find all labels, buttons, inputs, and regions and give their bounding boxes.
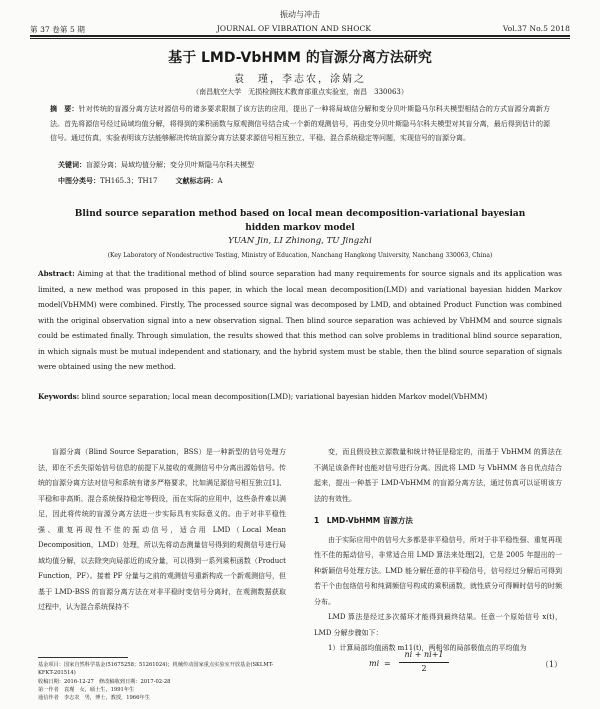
affiliation-cn: （南昌航空大学 无损检测技术教育部重点实验室，南昌 330063） bbox=[192, 88, 408, 96]
keywords-cn-label: 关键词： bbox=[58, 160, 86, 169]
intro-paragraph-cont: 变，而且假设独立源数量和统计特征是稳定的，而基于 VbHMM 的算法在不满足该条件时也能对信号进行分离。因此将 LMD 与 VbHMM 各自优点结合起来，提出一种基于 LMD-VbHMM 的盲源分离方法，通过仿真可以证明该方法的有效性。 bbox=[314, 448, 562, 503]
equation-lhs: mi bbox=[369, 659, 380, 668]
volume-cn: 第 37 卷第 5 期 bbox=[30, 25, 85, 34]
keywords-en-label: Keywords: bbox=[38, 392, 80, 401]
keywords-en-text: blind source separation; local mean decomposition(LMD); variational bayesian hidden Markov model(VbHMM) bbox=[81, 392, 488, 401]
section-paragraph-2: LMD 算法是经过多次循环才能得到最终结果。任意一个原始信号 x(t)，LMD 分解步骤如下： bbox=[314, 613, 562, 637]
footnote-fund: 基金项目：国家自然科学基金(51675258；51261024)；机械传动国家重点实验室开放基金(SKLMT-KFKT-201514) bbox=[38, 662, 274, 677]
doc-code-label: 文献标志码： bbox=[175, 177, 218, 185]
clc-value: TH165.3；TH17 bbox=[100, 177, 158, 185]
authors-cn: 袁 瑾，李志农，涂婧之 bbox=[234, 74, 366, 85]
title-en: Blind source separation method based on local mean decomposition-variational bayesian hidden markov model bbox=[74, 209, 526, 233]
running-header bbox=[30, 24, 570, 35]
header-rule-thin bbox=[30, 38, 570, 39]
journal-name-en: JOURNAL OF VIBRATION AND SHOCK bbox=[216, 24, 372, 33]
keywords-cn-text: 盲源分离；局域均值分解；变分贝叶斯隐马尔科夫模型 bbox=[86, 161, 254, 169]
keywords-en bbox=[38, 389, 562, 405]
section-paragraph-3: 1）计算局部均值函数 m11(t)，两相邻的局部极值点的平均值为 bbox=[328, 644, 527, 652]
volume-en: Vol.37 No.5 2018 bbox=[502, 24, 570, 33]
journal-name-cn: 振动与冲击 bbox=[280, 10, 320, 19]
equation-equals: = bbox=[384, 659, 391, 668]
footnote-first-author: 第一作者 袁瑾 女，硕士生，1991年生 bbox=[38, 686, 135, 693]
authors-en: YUAN Jin, LI Zhinong, TU Jingzhi bbox=[228, 236, 372, 246]
intro-paragraph: 盲源分离（Blind Source Separation，BSS）是一种新型的信号处理方法，即在不丢失原始信号信息的前提下从接收的观测信号中分离出源始信号。传统的盲源分离方法对信号和系统有诸多严格要求，比如满足源信号相互独立[1]、平稳和非高斯、混合系统保持稳定等假设，而在实际的应用中，这些条件难以满足，因此将传统的盲源分离方法进一步实际具有实际意义的。由于对非平稳性强、重复再现性不佳的振动信号，适合用 LMD（Local Mean Decomposition，LMD）处理，所以先将动态测量信号得到的观测信号进行局域均值分解，以去除突向局部近的成分量，可以得到一系列乘积函数（Product Function，PF）。接着 PF 分量与之前的观测信号重新构成一个新观测信号，但基于 LMD-BSS 的盲源分离方法在对非平稳时变信号分离时，在观测数据获取过程中，认为混合系统保持不 bbox=[38, 448, 286, 611]
abstract-cn bbox=[50, 102, 550, 146]
equation-numerator: ni + ni+1 bbox=[404, 650, 444, 659]
keywords-cn bbox=[58, 160, 558, 170]
classification-row bbox=[58, 176, 558, 186]
section-paragraph-1: 由于实际应用中的信号大多都是非平稳信号，所对于非平稳性强、重复再现性不佳的振动信号，非常适合用 LMD 算法来处理[2]，它是 2005 年提出的一种新颖信号处理方法。LMD 能分解任意的非平稳信号，信号经过分解后可得到若干个由包络信号和纯调频信号构成的乘积函数，就性质分可得瞬时信号的时频分布。 bbox=[314, 535, 562, 606]
equation-denominator: 2 bbox=[421, 664, 427, 673]
affiliation-en: (Key Laboratory of Nondestructive Testing, Ministry of Education, Nanchang Hangkong University, Nanchang 330063, China) bbox=[107, 252, 493, 259]
doc-code-value: A bbox=[217, 177, 223, 185]
footnote bbox=[38, 661, 286, 702]
fraction-bar bbox=[399, 662, 449, 663]
footnote-rule bbox=[38, 657, 128, 658]
body-column-left bbox=[38, 445, 286, 616]
header-rule-thick bbox=[30, 35, 570, 37]
title-cn: 基于 LMD-VbHMM 的盲源分离方法研究 bbox=[168, 50, 432, 66]
equation-1 bbox=[314, 650, 562, 680]
abstract-cn-label: 摘 要： bbox=[50, 105, 79, 113]
section-heading: 1 LMD-VbHMM 盲源方法 bbox=[314, 516, 413, 525]
abstract-cn-text: 针对传统的盲源分离方法对源信号的诸多要求限制了该方法的应用，提出了一种将局域信分解和变分贝叶斯隐马尔科夫模型相结合的方式盲源分离新方法。首先将源信号经过局域均值分解，将得到的乘积函数与原观测信号结合成一个新的观测信号，再由变分贝叶斯隐马尔科夫模型对其盲分离，最后得到估计的源信号。通过仿真，实验表明该方法能够解决传统盲源分离方法要求源信号相互独立、平稳、混合系统稳定等问题，实现信号的盲源分离。 bbox=[50, 105, 551, 142]
abstract-en-label: Abstract: bbox=[38, 269, 75, 278]
abstract-en bbox=[38, 266, 562, 375]
footnote-corresponding: 通信作者 李志农 男，博士，教授，1966年生 bbox=[38, 695, 150, 702]
footnote-received: 收稿日期：2016-12-27 修改稿收到日期：2017-02-28 bbox=[38, 678, 171, 685]
body-column-right bbox=[314, 445, 562, 657]
equation-number: （1） bbox=[540, 660, 562, 669]
abstract-en-text: Aiming at that the traditional method of blind source separation had many requirements for source signals and its application was limited, a new method was proposed in this paper, in which the local mean decomposition(LMD) and variational bayesian hidden Markov model(VbHMM) were combined. Firstly, The processed source signal was decomposed by LMD, and obtained Product Function was combined with the original observation signal into a new observation signal. Then blind source separation was achieved by VbHMM and source signals could be estimated finally. Through simulation, the results showed that this method can solve problems in traditional blind source separation, in which signals must be mutual independent and stationary, and the hybrid system must be stable, then the blind source separation of signals were obtained using the new method. bbox=[38, 269, 562, 371]
clc-label: 中图分类号： bbox=[58, 177, 100, 185]
